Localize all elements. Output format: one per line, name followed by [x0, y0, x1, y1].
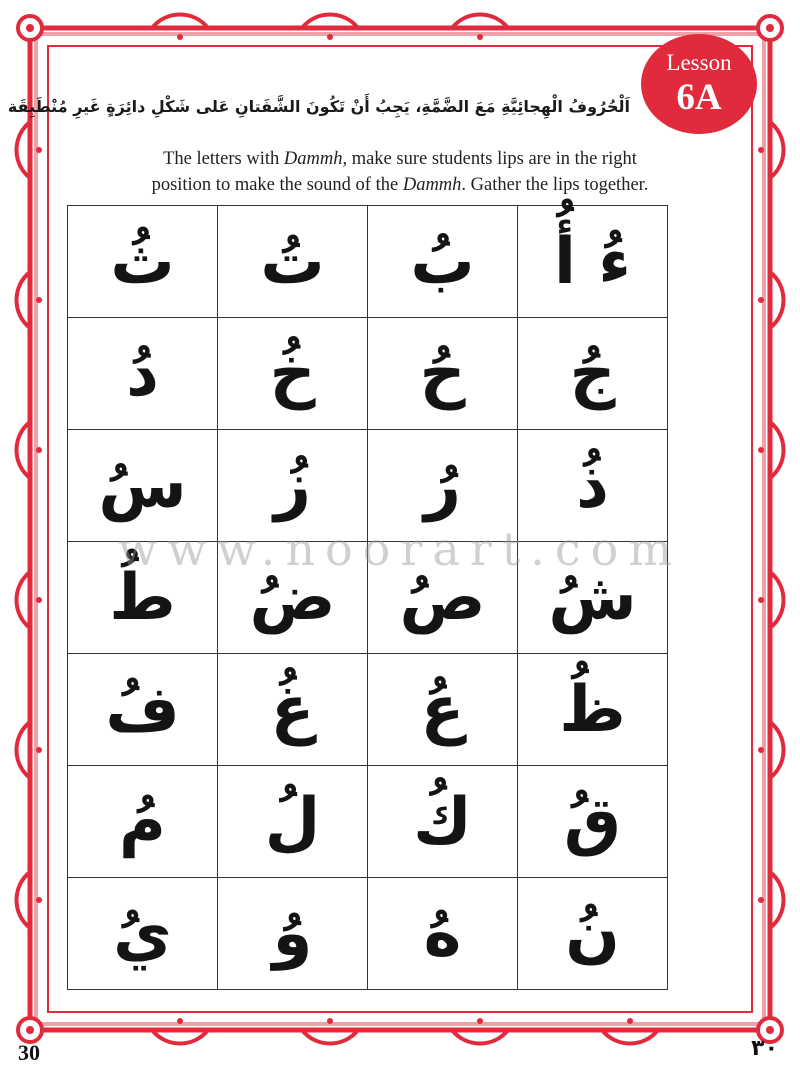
letter-cell: قُ: [518, 766, 668, 878]
letter-cell: بُ: [368, 206, 518, 318]
letter-cell: وُ: [218, 878, 368, 990]
frame-ornament-dot: [36, 447, 42, 453]
letter-cell: شُ: [518, 542, 668, 654]
lesson-badge: [641, 34, 757, 134]
frame-ornament-dot: [758, 447, 764, 453]
frame-ornament-dot: [758, 597, 764, 603]
instructions-text-part: position to make the sound of the: [151, 175, 403, 195]
letter-cell: ظُ: [518, 654, 668, 766]
letter-row: [68, 318, 668, 430]
arabic-heading: اَلْحُرُوفُ الْهِجائِيَّةِ مَعَ الضَّمَّةِ، يَجِبُ أَنْ تَكُونَ الشَّفَتانِ عَلى شَكْلِ دائِرَةٍ غَيرِ مُنْطَبِقَة: [7, 97, 630, 116]
instructions-text-part: make sure students lips are in the right: [347, 149, 637, 169]
frame-ornament-dot: [627, 1018, 633, 1024]
letter-cell: طُ: [68, 542, 218, 654]
instructions-text-part: . Gather the lips together.: [461, 175, 649, 195]
dammh-term: Dammh,: [283, 149, 348, 169]
frame-ornament-dot: [758, 747, 764, 753]
letter-cell: جُ: [518, 318, 668, 430]
frame-ornament-dot: [758, 147, 764, 153]
letter-grid: [67, 205, 668, 990]
instructions-text: [90, 146, 710, 198]
letter-cell: ذُ: [518, 430, 668, 542]
letter-row: [68, 542, 668, 654]
frame-corner-dot: [26, 24, 34, 32]
letter-cell: هُ: [368, 878, 518, 990]
frame-ornament-dot: [758, 897, 764, 903]
letter-cell: لُ: [218, 766, 368, 878]
frame-ornament-dot: [177, 1018, 183, 1024]
frame-corner-dot: [766, 1026, 774, 1034]
letter-cell: عُ: [368, 654, 518, 766]
letter-cell: نُ: [518, 878, 668, 990]
frame-ornament-dot: [177, 34, 183, 40]
frame-ornament-dot: [36, 297, 42, 303]
page-number-western: 30: [18, 1040, 40, 1065]
letter-cell: فُ: [68, 654, 218, 766]
letter-cell: يُ: [68, 878, 218, 990]
frame-ornament-dot: [477, 1018, 483, 1024]
frame-ornament-dot: [36, 147, 42, 153]
letter-cell: ضُ: [218, 542, 368, 654]
frame-ornament-dot: [477, 34, 483, 40]
letter-row: [68, 878, 668, 990]
letter-row: [68, 766, 668, 878]
instructions-line-1: [90, 146, 710, 172]
letter-cell: ءُ أُ: [518, 206, 668, 318]
watermark: www.noorart.com: [118, 522, 682, 576]
letter-cell: كُ: [368, 766, 518, 878]
lesson-badge-number: 6A: [676, 77, 722, 118]
letter-row: [68, 430, 668, 542]
letter-cell: خُ: [218, 318, 368, 430]
frame-corner-dot: [766, 24, 774, 32]
frame-ornament-dot: [36, 747, 42, 753]
letter-row: [68, 206, 668, 318]
lesson-badge-label: Lesson: [666, 50, 732, 75]
letter-cell: غُ: [218, 654, 368, 766]
letter-cell: دُ: [68, 318, 218, 430]
instructions-text-part: The letters with: [163, 149, 284, 169]
dammh-term: Dammh: [402, 175, 462, 195]
frame-ornament-dot: [327, 34, 333, 40]
frame-ornament-dot: [36, 897, 42, 903]
letter-cell: تُ: [218, 206, 368, 318]
letter-row: [68, 654, 668, 766]
instructions-line-2: [90, 172, 710, 198]
letter-cell: زُ: [218, 430, 368, 542]
letter-cell: مُ: [68, 766, 218, 878]
frame-ornament-dot: [327, 1018, 333, 1024]
letter-cell: رُ: [368, 430, 518, 542]
frame-corner-dot: [26, 1026, 34, 1034]
letter-cell: سُ: [68, 430, 218, 542]
frame-ornament-dot: [36, 597, 42, 603]
frame-ornament-dot: [758, 297, 764, 303]
letter-cell: حُ: [368, 318, 518, 430]
letter-cell: ثُ: [68, 206, 218, 318]
letter-cell: صُ: [368, 542, 518, 654]
page-number-arabic: ٣٠: [751, 1036, 778, 1061]
